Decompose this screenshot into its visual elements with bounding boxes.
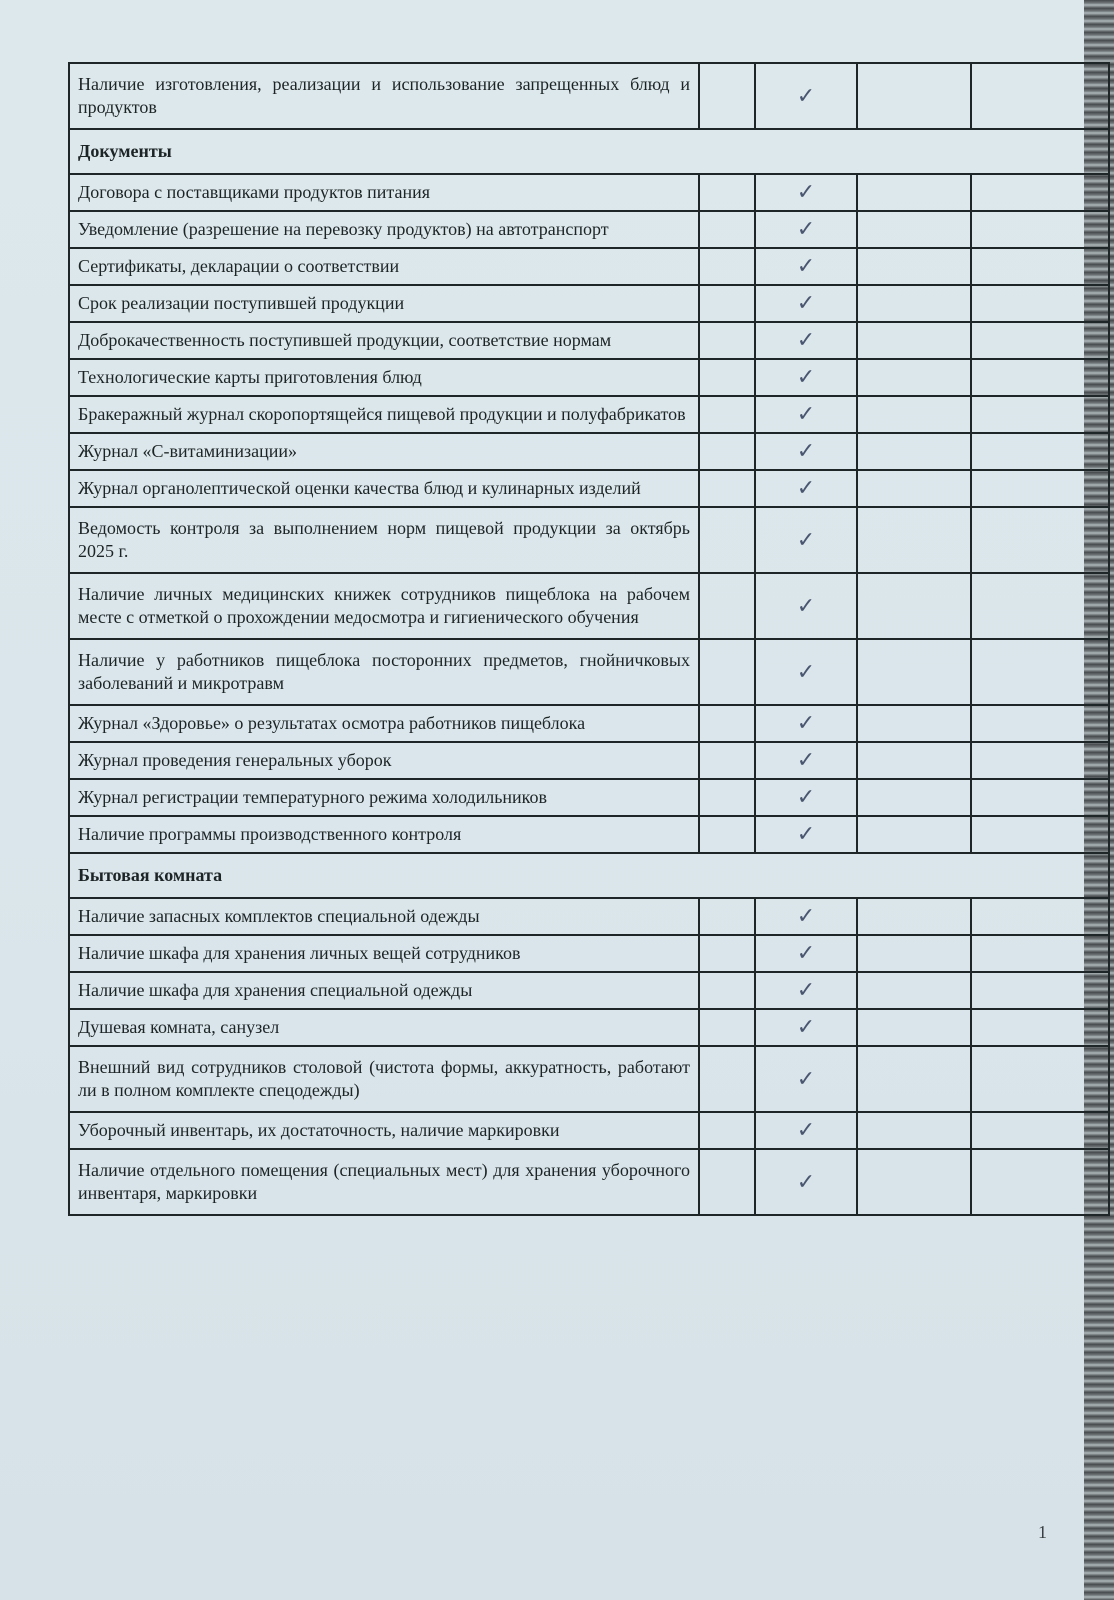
empty-cell [699,1112,755,1149]
check-mark-cell: ✓ [755,573,857,639]
check-mark-cell: ✓ [755,248,857,285]
check-mark-cell: ✓ [755,898,857,935]
criterion-label: Бракеражный журнал скоропортящейся пищевой продукции и полуфабрикатов [69,396,699,433]
checklist-row [69,816,1109,853]
criterion-label: Журнал органолептической оценки качества блюд и кулинарных изделий [69,470,699,507]
empty-cell [971,816,1109,853]
checklist-row [69,1046,1109,1112]
empty-cell [971,639,1109,705]
criterion-label: Уведомление (разрешение на перевозку продуктов) на автотранспорт [69,211,699,248]
criterion-label: Уборочный инвентарь, их достаточность, наличие маркировки [69,1112,699,1149]
empty-cell [699,816,755,853]
criterion-label: Срок реализации поступившей продукции [69,285,699,322]
check-mark-cell: ✓ [755,1009,857,1046]
checklist-row [69,285,1109,322]
empty-cell [971,174,1109,211]
empty-cell [857,779,971,816]
empty-cell [699,1149,755,1215]
criterion-label: Журнал регистрации температурного режима холодильников [69,779,699,816]
empty-cell [971,1046,1109,1112]
empty-cell [971,433,1109,470]
checklist-row [69,639,1109,705]
empty-cell [857,1149,971,1215]
empty-cell [699,396,755,433]
empty-cell [699,63,755,129]
criterion-label: Наличие шкафа для хранения личных вещей сотрудников [69,935,699,972]
check-mark-cell: ✓ [755,396,857,433]
check-mark-cell: ✓ [755,285,857,322]
empty-cell [699,898,755,935]
empty-cell [857,359,971,396]
empty-cell [971,285,1109,322]
empty-cell [971,248,1109,285]
page-mark: 1 [1038,1522,1047,1542]
empty-cell [971,507,1109,573]
empty-cell [971,935,1109,972]
check-mark-cell: ✓ [755,1112,857,1149]
empty-cell [699,248,755,285]
empty-cell [857,898,971,935]
checklist-table [68,62,1110,1216]
empty-cell [699,972,755,1009]
check-mark-cell: ✓ [755,507,857,573]
checklist-row [69,779,1109,816]
checklist-row [69,935,1109,972]
empty-cell [971,1149,1109,1215]
checklist-row [69,174,1109,211]
check-mark-cell: ✓ [755,359,857,396]
section-row [69,853,1109,898]
criterion-label: Наличие личных медицинских книжек сотрудников пищеблока на рабочем месте с отметкой о прохождении медосмотра и гигиенического обучения [69,573,699,639]
criterion-label: Договора с поставщиками продуктов питания [69,174,699,211]
empty-cell [699,174,755,211]
empty-cell [857,1046,971,1112]
empty-cell [857,248,971,285]
empty-cell [971,211,1109,248]
criterion-label: Внешний вид сотрудников столовой (чистота формы, аккуратность, работают ли в полном комплекте спецодежды) [69,1046,699,1112]
empty-cell [699,1046,755,1112]
criterion-label: Сертификаты, декларации о соответствии [69,248,699,285]
check-mark-cell: ✓ [755,972,857,1009]
check-mark-cell: ✓ [755,63,857,129]
empty-cell [857,1009,971,1046]
empty-cell [857,285,971,322]
empty-cell [699,507,755,573]
empty-cell [971,742,1109,779]
checklist-row [69,433,1109,470]
empty-cell [857,433,971,470]
empty-cell [857,972,971,1009]
empty-cell [857,705,971,742]
empty-cell [857,470,971,507]
check-mark-cell: ✓ [755,433,857,470]
empty-cell [971,779,1109,816]
check-mark-cell: ✓ [755,1046,857,1112]
checklist-row [69,507,1109,573]
empty-cell [971,359,1109,396]
empty-cell [971,1112,1109,1149]
criterion-label: Журнал «С-витаминизации» [69,433,699,470]
checklist-row [69,211,1109,248]
criterion-label: Журнал проведения генеральных уборок [69,742,699,779]
empty-cell [699,1009,755,1046]
check-mark-cell: ✓ [755,935,857,972]
criterion-label: Наличие у работников пищеблока посторонних предметов, гнойничковых заболеваний и микротравм [69,639,699,705]
empty-cell [699,322,755,359]
empty-cell [699,742,755,779]
empty-cell [699,705,755,742]
checklist-row [69,359,1109,396]
section-title: Бытовая комната [69,853,1109,898]
empty-cell [971,898,1109,935]
check-mark-cell: ✓ [755,779,857,816]
criterion-label: Технологические карты приготовления блюд [69,359,699,396]
empty-cell [857,742,971,779]
empty-cell [699,935,755,972]
checklist-row [69,573,1109,639]
empty-cell [971,470,1109,507]
criterion-label: Наличие запасных комплектов специальной одежды [69,898,699,935]
criterion-label: Журнал «Здоровье» о результатах осмотра работников пищеблока [69,705,699,742]
empty-cell [857,396,971,433]
empty-cell [699,211,755,248]
checklist-row [69,396,1109,433]
empty-cell [857,63,971,129]
empty-cell [971,63,1109,129]
check-mark-cell: ✓ [755,639,857,705]
empty-cell [699,573,755,639]
empty-cell [699,359,755,396]
empty-cell [971,573,1109,639]
checklist-row [69,248,1109,285]
criterion-label: Наличие программы производственного контроля [69,816,699,853]
criterion-label: Ведомость контроля за выполнением норм пищевой продукции за октябрь 2025 г. [69,507,699,573]
criterion-label: Наличие изготовления, реализации и использование запрещенных блюд и продуктов [69,63,699,129]
checklist-row [69,1009,1109,1046]
check-mark-cell: ✓ [755,174,857,211]
empty-cell [699,285,755,322]
empty-cell [857,507,971,573]
check-mark-cell: ✓ [755,742,857,779]
empty-cell [971,972,1109,1009]
check-mark-cell: ✓ [755,1149,857,1215]
empty-cell [857,211,971,248]
empty-cell [699,779,755,816]
checklist-row [69,470,1109,507]
empty-cell [971,1009,1109,1046]
section-title: Документы [69,129,1109,174]
checklist-row [69,705,1109,742]
check-mark-cell: ✓ [755,211,857,248]
checklist-row [69,63,1109,129]
checklist-row [69,972,1109,1009]
empty-cell [699,433,755,470]
check-mark-cell: ✓ [755,322,857,359]
checklist-row [69,898,1109,935]
check-mark-cell: ✓ [755,470,857,507]
empty-cell [857,1112,971,1149]
check-mark-cell: ✓ [755,705,857,742]
empty-cell [971,396,1109,433]
empty-cell [857,174,971,211]
empty-cell [971,322,1109,359]
criterion-label: Наличие отдельного помещения (специальных мест) для хранения уборочного инвентаря, маркировки [69,1149,699,1215]
empty-cell [971,705,1109,742]
checklist-row [69,1149,1109,1215]
empty-cell [699,639,755,705]
checklist-row [69,742,1109,779]
checklist-row [69,1112,1109,1149]
checklist-row [69,322,1109,359]
criterion-label: Доброкачественность поступившей продукции, соответствие нормам [69,322,699,359]
empty-cell [857,935,971,972]
empty-cell [857,816,971,853]
empty-cell [857,639,971,705]
criterion-label: Наличие шкафа для хранения специальной одежды [69,972,699,1009]
empty-cell [699,470,755,507]
empty-cell [857,573,971,639]
empty-cell [857,322,971,359]
criterion-label: Душевая комната, санузел [69,1009,699,1046]
section-row [69,129,1109,174]
check-mark-cell: ✓ [755,816,857,853]
